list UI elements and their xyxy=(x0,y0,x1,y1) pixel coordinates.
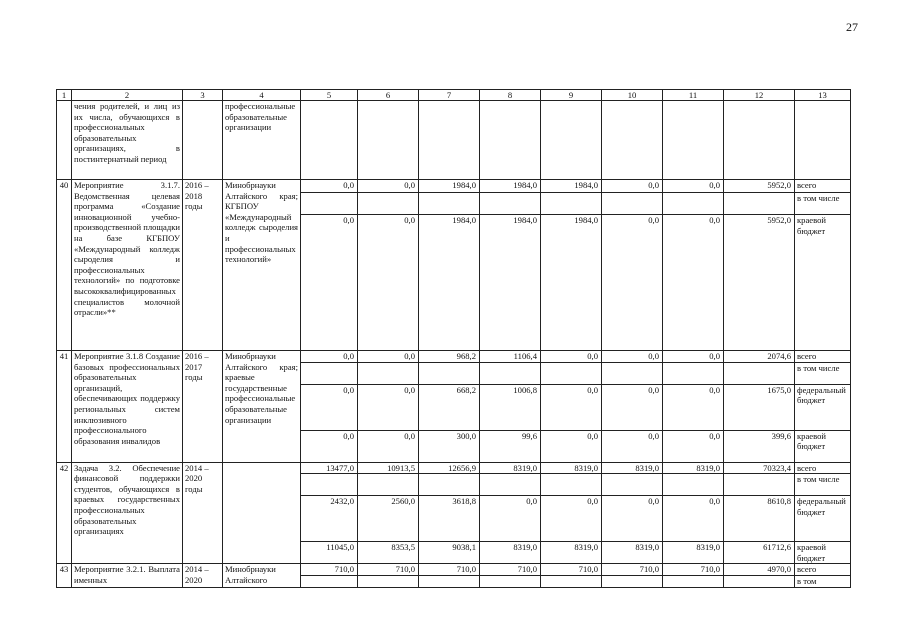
value-cell: 5952,0 xyxy=(724,180,795,193)
value-cell: 0,0 xyxy=(301,430,358,462)
budget-table xyxy=(56,89,851,588)
value-cell: 710,0 xyxy=(541,564,602,576)
value-cell: 968,2 xyxy=(419,351,480,363)
value-cell: 2432,0 xyxy=(301,496,358,542)
value-cell: 0,0 xyxy=(358,384,419,430)
value-cell: 668,2 xyxy=(419,384,480,430)
value-cell: 0,0 xyxy=(602,496,663,542)
funding-source: в том числе xyxy=(795,193,851,215)
header-cell: 6 xyxy=(358,90,419,101)
value-cell: 710,0 xyxy=(419,564,480,576)
value-cell: 1106,4 xyxy=(480,351,541,363)
header-row xyxy=(57,90,851,101)
value-cell: 0,0 xyxy=(602,215,663,351)
value-cell: 1984,0 xyxy=(419,180,480,193)
value-cell: 300,0 xyxy=(419,430,480,462)
value-cell: 0,0 xyxy=(541,384,602,430)
years: 2016 – 2017 годы xyxy=(183,351,223,463)
value-cell: 8353,5 xyxy=(358,542,419,564)
value-cell: 61712,6 xyxy=(724,542,795,564)
table-row xyxy=(57,180,851,193)
value-cell: 8319,0 xyxy=(541,462,602,474)
row-number: 40 xyxy=(57,180,72,351)
value-cell: 8319,0 xyxy=(602,462,663,474)
value-cell: 1984,0 xyxy=(541,180,602,193)
years: 2016 – 2018 годы xyxy=(183,180,223,351)
header-cell: 12 xyxy=(724,90,795,101)
funding-source: краевой бюджет xyxy=(795,430,851,462)
value-cell: 0,0 xyxy=(541,430,602,462)
header-cell: 4 xyxy=(223,90,301,101)
value-cell: 8319,0 xyxy=(541,542,602,564)
value-cell: 0,0 xyxy=(301,180,358,193)
value-cell: 1984,0 xyxy=(480,215,541,351)
years: 2014 – 2020 годы xyxy=(183,462,223,564)
header-cell: 8 xyxy=(480,90,541,101)
header-cell: 1 xyxy=(57,90,72,101)
value-cell: 0,0 xyxy=(663,351,724,363)
value-cell: 0,0 xyxy=(663,215,724,351)
header-cell: 5 xyxy=(301,90,358,101)
table-row xyxy=(57,101,851,180)
value-cell: 12656,9 xyxy=(419,462,480,474)
value-cell: 2074,6 xyxy=(724,351,795,363)
funding-source: в том числе xyxy=(795,474,851,496)
value-cell: 8319,0 xyxy=(480,462,541,474)
value-cell: 710,0 xyxy=(301,564,358,576)
value-cell: 1984,0 xyxy=(541,215,602,351)
value-cell: 8610,8 xyxy=(724,496,795,542)
row-number: 43 xyxy=(57,564,72,587)
value-cell: 0,0 xyxy=(663,180,724,193)
value-cell: 0,0 xyxy=(301,384,358,430)
funding-source: краевой бюджет xyxy=(795,215,851,351)
header-cell: 2 xyxy=(72,90,183,101)
header-cell: 9 xyxy=(541,90,602,101)
activity-name: Мероприятие 3.1.7. Ведомственная целевая программа «Создание инновационной учебно-производственной площадки на базе КГБПОУ «Международный колледж сыроделия и профессиональных технологий» по подготовке высококвалифицированных специалистов молочной отрасли»** xyxy=(72,180,183,351)
value-cell: 710,0 xyxy=(602,564,663,576)
funding-source: всего xyxy=(795,180,851,193)
value-cell: 8319,0 xyxy=(480,542,541,564)
row-number: 42 xyxy=(57,462,72,564)
value-cell: 1984,0 xyxy=(419,215,480,351)
years xyxy=(183,101,223,180)
value-cell: 0,0 xyxy=(301,351,358,363)
value-cell: 1006,8 xyxy=(480,384,541,430)
executor: Минобрнауки Алтайского края; краевые государственные профессиональные образовательные организации xyxy=(223,351,301,463)
value-cell: 0,0 xyxy=(602,180,663,193)
value-cell: 13477,0 xyxy=(301,462,358,474)
value-cell: 9038,1 xyxy=(419,542,480,564)
activity-name: чения родителей, и лиц из их числа, обучающихся в профессиональных образовательных организациях, в постинтернатный период xyxy=(72,101,183,180)
value-cell: 8319,0 xyxy=(663,542,724,564)
funding-source: всего xyxy=(795,462,851,474)
activity-name: Задача 3.2. Обеспечение финансовой поддержки студентов, обучающихся в краевых государственных профессиональных образовательных организациях xyxy=(72,462,183,564)
value-cell: 710,0 xyxy=(480,564,541,576)
value-cell: 3618,8 xyxy=(419,496,480,542)
funding-source: федеральный бюджет xyxy=(795,496,851,542)
value-cell: 0,0 xyxy=(663,430,724,462)
table-row xyxy=(57,462,851,474)
value-cell: 0,0 xyxy=(358,180,419,193)
value-cell: 0,0 xyxy=(358,215,419,351)
value-cell: 0,0 xyxy=(480,496,541,542)
executor xyxy=(223,462,301,564)
executor: Минобрнауки Алтайского xyxy=(223,564,301,587)
funding-source: федеральный бюджет xyxy=(795,384,851,430)
value-cell: 0,0 xyxy=(301,215,358,351)
table-row xyxy=(57,564,851,576)
value-cell: 710,0 xyxy=(358,564,419,576)
value-cell: 10913,5 xyxy=(358,462,419,474)
table-row xyxy=(57,351,851,363)
activity-name: Мероприятие 3.1.8 Создание базовых профессиональных образовательных организаций, обеспечивающих поддержку региональных систем инклюзивного профессионального образования инвалидов xyxy=(72,351,183,463)
value-cell: 0,0 xyxy=(541,496,602,542)
funding-source: всего xyxy=(795,564,851,576)
funding-source: в том xyxy=(795,575,851,587)
years: 2014 – 2020 xyxy=(183,564,223,587)
value-cell: 2560,0 xyxy=(358,496,419,542)
funding-source: всего xyxy=(795,351,851,363)
value-cell: 0,0 xyxy=(358,430,419,462)
value-cell: 8319,0 xyxy=(663,462,724,474)
executor: Минобрнауки Алтайского края; КГБПОУ «Международный колледж сыроделия и профессиональных технологий» xyxy=(223,180,301,351)
value-cell: 0,0 xyxy=(663,496,724,542)
value-cell: 710,0 xyxy=(663,564,724,576)
value-cell: 11045,0 xyxy=(301,542,358,564)
header-cell: 11 xyxy=(663,90,724,101)
header-cell: 10 xyxy=(602,90,663,101)
value-cell: 1984,0 xyxy=(480,180,541,193)
header-cell: 7 xyxy=(419,90,480,101)
header-cell: 13 xyxy=(795,90,851,101)
value-cell: 5952,0 xyxy=(724,215,795,351)
value-cell: 0,0 xyxy=(602,430,663,462)
header-cell: 3 xyxy=(183,90,223,101)
value-cell: 0,0 xyxy=(541,351,602,363)
value-cell: 4970,0 xyxy=(724,564,795,576)
value-cell: 0,0 xyxy=(358,351,419,363)
value-cell: 0,0 xyxy=(602,351,663,363)
value-cell: 1675,0 xyxy=(724,384,795,430)
value-cell: 399,6 xyxy=(724,430,795,462)
funding-source: краевой бюджет xyxy=(795,542,851,564)
row-number: 41 xyxy=(57,351,72,463)
executor: профессиональные образовательные организации xyxy=(223,101,301,180)
page-number: 27 xyxy=(846,20,858,34)
value-cell: 99,6 xyxy=(480,430,541,462)
value-cell: 0,0 xyxy=(602,384,663,430)
funding-source: в том числе xyxy=(795,362,851,384)
value-cell: 8319,0 xyxy=(602,542,663,564)
activity-name: Мероприятие 3.2.1. Выплата именных xyxy=(72,564,183,587)
value-cell: 70323,4 xyxy=(724,462,795,474)
value-cell: 0,0 xyxy=(663,384,724,430)
row-number xyxy=(57,101,72,180)
